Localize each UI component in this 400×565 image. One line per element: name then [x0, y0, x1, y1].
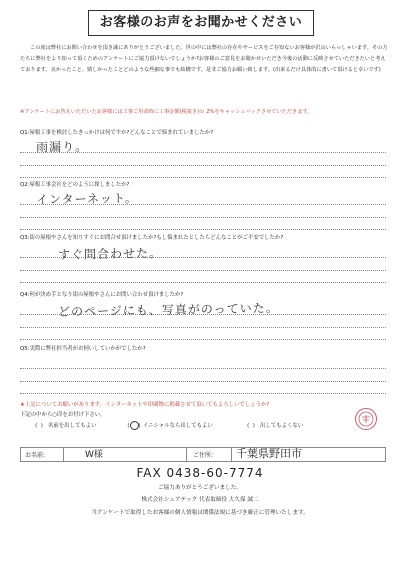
- question-3: [20, 234, 386, 280]
- consent-instruction: 下記の中から○印をお付け下さい。: [20, 412, 106, 418]
- page-title: お客様のお声をお聞かせください: [88, 10, 314, 36]
- name-address-box: [20, 447, 386, 462]
- question-3-answer: すぐ問合わせた。: [57, 246, 163, 262]
- divider: [63, 448, 64, 461]
- answer-line: [20, 177, 386, 178]
- divider: [231, 448, 232, 461]
- company-signature: 株式会社シェアテック 代表取締役 大久保 誠二: [141, 497, 259, 503]
- selected-circle-mark: [130, 421, 139, 430]
- thanks-text: ご協力ありがとうございました。: [158, 485, 242, 491]
- question-5-label: Q5:実際に弊社担当者がお伺いしていかがでしたか?: [20, 346, 146, 352]
- consent-option-none[interactable]: ( ) 出してもよくない: [247, 423, 304, 429]
- divider: [186, 448, 187, 461]
- answer-line: [20, 282, 386, 283]
- address-label: ご住所:: [193, 452, 214, 459]
- consent-question: ★上記についてお願いがあります。インターネットや印刷物に掲載させて頂いてもよろしいでしょうか?: [20, 402, 270, 408]
- fax-number: FAX 0438-60-7774: [136, 466, 264, 480]
- question-4-answer: どのページにも、写真がのっていた。: [57, 301, 279, 319]
- consent-option-initial[interactable]: ( ) イニシャルなら出してもよい: [127, 423, 213, 429]
- question-2-answer: インターネット。: [35, 191, 138, 207]
- intro-paragraph: この度は弊社にお問い合わせを頂き誠にありがとうございました。世の中には弊社の存在やサービスをご存知ないお客様が沢山いらっしゃいます。その方たちに弊社をより知って頂くためのアンケートにご協力頂けないでしょうか?お客様のご意見をお聞かせいただき今後の活動に反映させていただきたいと考えております。良かったこと、嬉しかったことどのような些細な事でも結構です。是非ご協力お願い致します。(出来るだけ具体的に書いて頂けると幸いです): [20, 45, 388, 73]
- answer-line: [20, 270, 386, 271]
- question-2-label: Q2:屋根工事会社をどのように探しましたか?: [20, 182, 130, 188]
- answer-line: [20, 393, 386, 394]
- question-2: [20, 181, 386, 227]
- seal-icon: [356, 409, 376, 429]
- question-4-label: Q4:何が決め手となり街の屋根やさんにお問い合わせ頂けましたか?: [20, 292, 184, 298]
- consent-section: [20, 400, 360, 420]
- question-5: [20, 345, 386, 391]
- question-1: [20, 129, 386, 175]
- company-seal-stamp: [355, 408, 377, 430]
- privacy-notice: 当アンケートで取得したお客様の個人情報は関係法規に基づき厳正に管理いたします。: [91, 510, 309, 516]
- answer-line: [20, 217, 386, 218]
- answer-line: [20, 229, 386, 230]
- question-1-label: Q1:屋根工事を検討したきっかけは何ですか?どんなことで悩まれていましたか?: [20, 130, 214, 136]
- name-value: W様: [85, 450, 103, 460]
- answer-line: [20, 327, 386, 328]
- answer-line: [20, 368, 386, 369]
- answer-line: [20, 339, 386, 340]
- name-label: お名前:: [25, 452, 46, 459]
- question-3-label: Q3:街の屋根やさんを知りすぐにお問合せ頂けましたか?もし悩まれたとしたらどんなことがご不安でしたか?: [20, 235, 284, 241]
- question-4: [20, 291, 386, 337]
- answer-line: [20, 381, 386, 382]
- intro-text: [20, 43, 388, 76]
- question-1-answer: 雨漏り。: [35, 139, 89, 155]
- answer-line: [20, 165, 386, 166]
- consent-option-name[interactable]: ( ) 名前を出してもよい: [35, 423, 97, 429]
- address-value: 千葉県野田市: [236, 447, 302, 460]
- cashback-note: ※アンケートにお答えいただいたお客様には工事ご用命時に工事金額(税抜き)の 2%をキャッシュバックさせていただきます。: [20, 109, 313, 115]
